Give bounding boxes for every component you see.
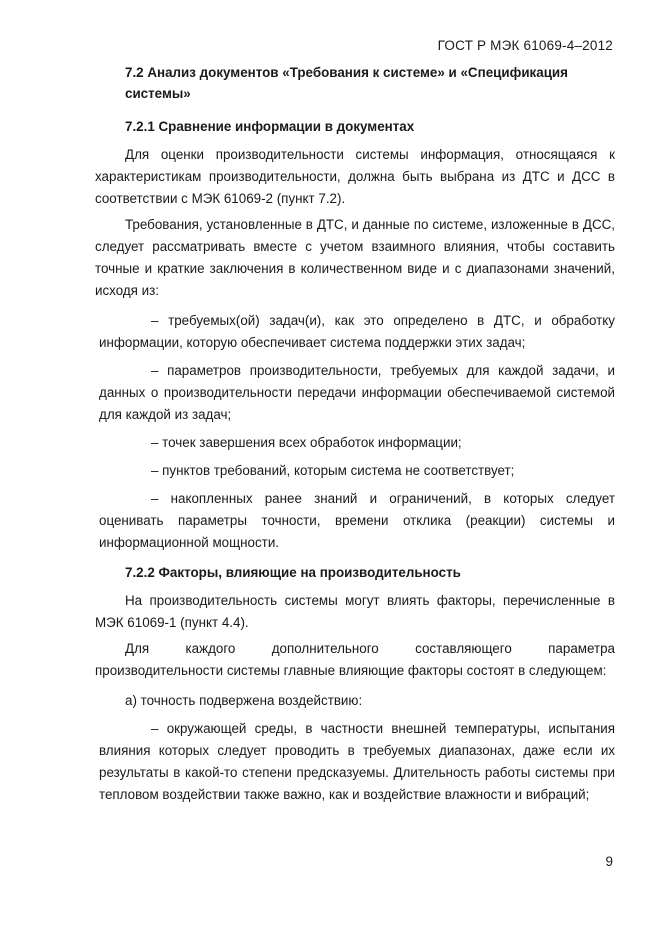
list-item: – окружающей среды, в частности внешней температуры, испытания влияния которых следует проводить в требуемых диапазонах, даже если их результаты в какой-то степени предсказуемы. Длительность работы системы при тепловом воздействии также важно, как и воздействие влажности и вибраций; — [99, 721, 615, 802]
list-item: – пунктов требований, которым система не соответствует; — [151, 463, 515, 478]
sublist-a-label: а) точность подвержена воздействию: — [125, 693, 363, 708]
list-item: – точек завершения всех обработок информации; — [151, 435, 462, 450]
list-item: – параметров производительности, требуемых для каждой задачи, и данных о производительности передачи информации обеспечиваемой системой для каждой из задач; — [99, 363, 615, 422]
paragraph: На производительность системы могут влиять факторы, перечисленные в МЭК 61069-1 (пункт 4.4). — [95, 593, 615, 630]
paragraph: Для каждого дополнительного составляющего параметра производительности системы главные влияющие факторы состоят в следующем: — [95, 641, 615, 678]
section-7-2-title: 7.2 Анализ документов «Требования к системе» и «Спецификация системы» — [125, 65, 568, 101]
list-item: – накопленных ранее знаний и ограничений, в которых следует оценивать параметры точности, времени отклика (реакции) системы и информационной мощности. — [99, 491, 615, 550]
paragraph: Для оценки производительности системы информация, относящаяся к характеристикам производительности, должна быть выбрана из ДТС и ДСС в соответствии с МЭК 61069-2 (пункт 7.2). — [95, 147, 615, 206]
section-7-2-2-title: 7.2.2 Факторы, влияющие на производительность — [125, 565, 461, 580]
paragraph: Требования, установленные в ДТС, и данные по системе, изложенные в ДСС, следует рассматривать вместе с учетом взаимного влияния, чтобы составить точные и краткие заключения в количественном виде и с диапазонами значений, исходя из: — [95, 217, 615, 298]
page-number: 9 — [605, 854, 613, 869]
page-content — [95, 62, 615, 812]
section-7-2-1-title: 7.2.1 Сравнение информации в документах — [125, 119, 415, 134]
list-item: – требуемых(ой) задач(и), как это определено в ДТС, и обработку информации, которую обеспечивает система поддержки этих задач; — [99, 313, 615, 350]
document-header: ГОСТ Р МЭК 61069-4–2012 — [437, 38, 613, 53]
